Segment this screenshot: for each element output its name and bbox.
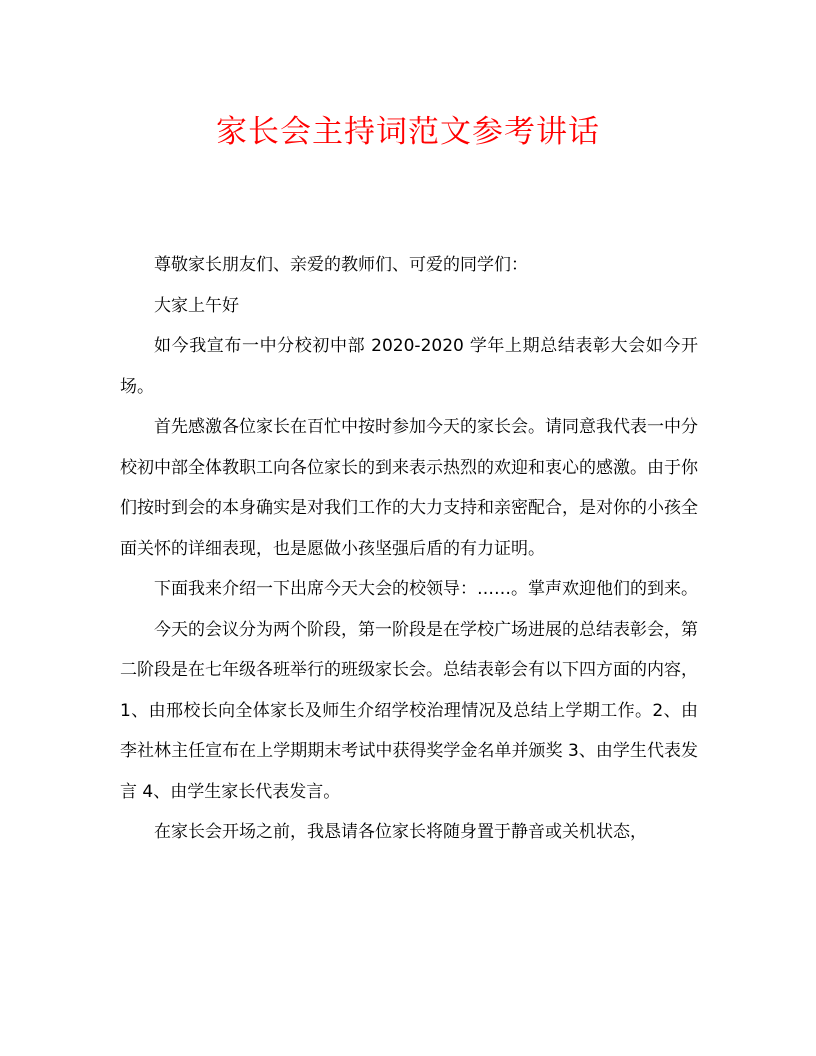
paragraph-phone-request: 在家长会开场之前，我恳请各位家长将随身置于静音或关机状态， [154, 822, 647, 842]
paragraph-good-morning: 大家上午好 [154, 295, 239, 316]
paragraph-opening: 如今我宣布一中分校初中部 2020-2020 学年上期总结表彰大会如今开场。 [120, 336, 698, 397]
paragraph-greeting: 尊敬家长朋友们、亲爱的教师们、可爱的同学们： [154, 255, 528, 275]
paragraph-introduce-leaders: 下面我来介绍一下出席今天大会的校领导：……。掌声欢迎他们的到来。 [154, 579, 698, 599]
document-title: 家长会主持词范文参考讲话 [216, 114, 600, 150]
paragraph-agenda: 今天的会议分为两个阶段，第一阶段是在学校广场进展的总结表彰会，第二阶段是在七年级各班举行的班级家长会。总结表彰会有以下四方面的内容，1、由邢校长向全体家长及师生介绍学校治理情况及总结上学期工作。2、由李社林主任宣布在上学期期末考试中获得奖学金名单并颁奖 3、由学生代表发言 4、由学生家长代表发言。 [120, 619, 698, 802]
paragraph-thanks: 首先感激各位家长在百忙中按时参加今天的家长会。请同意我代表一中分校初中部全体教职工向各位家长的到来表示热烈的欢迎和衷心的感激。由于你们按时到会的本身确实是对我们工作的大力支持和亲密配合，是对你的小孩全面关怀的详细表现，也是愿做小孩坚强后盾的有力证明。 [120, 417, 698, 559]
document-body [120, 245, 698, 853]
